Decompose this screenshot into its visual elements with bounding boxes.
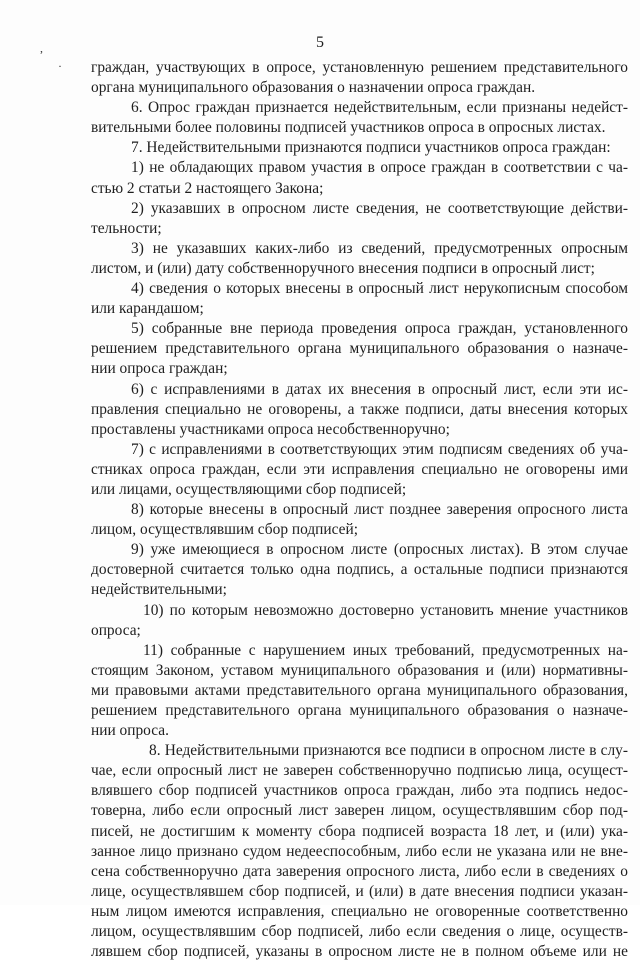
text-line: правления специально не оговорены, а также подписи, даты внесения которых xyxy=(91,400,628,418)
text-line: лицом, осуществлявшим сбор подписей; xyxy=(91,521,359,539)
text-line: сена собственноручно дата заверения опросного листа, либо если в сведениях о xyxy=(91,862,628,880)
text-line: органа муниципального образования о назначении опроса граждан. xyxy=(91,79,536,97)
text-line: или лицами, осуществляющими сбор подписей; xyxy=(91,480,407,498)
text-line: 2) указавших в опросном листе сведения, не соответствующие действи- xyxy=(131,199,628,217)
text-line: тельности; xyxy=(91,219,162,237)
text-line: стью 2 статьи 2 настоящего Закона; xyxy=(91,179,324,197)
text-line: решением представительного органа муниципального образования о назначе- xyxy=(91,702,628,719)
text-line: лявшем сбор подписей, указаны в опросном листе не в полном объеме или не xyxy=(91,943,628,961)
text-line: чае, если опросный лист не заверен собственноручно подписью лица, осущест- xyxy=(91,762,628,780)
text-line: товерна, либо если опросный лист заверен лицом, осуществлявшим сбор под- xyxy=(91,802,628,820)
text-line: 6. Опрос граждан признается недействительным, если признаны недейст- xyxy=(131,99,628,117)
scan-speck: · xyxy=(58,59,62,73)
text-line: недействительными; xyxy=(91,581,227,599)
text-line: 5) собранные вне периода проведения опроса граждан, установленного xyxy=(131,320,628,338)
text-line: нии опроса. xyxy=(91,722,169,740)
text-line: 9) уже имеющиеся в опросном листе (опросных листах). В этом случае xyxy=(131,541,628,559)
text-line: 10) по которым невозможно достоверно установить мнение участников xyxy=(143,601,628,619)
text-line: 6) с исправлениями в датах их внесения в опросный лист, если эти ис- xyxy=(131,380,628,398)
text-line: 8. Недействительными признаются все подписи в опросном листе в слу- xyxy=(149,742,628,760)
text-line: проставлены участниками опроса несобственноручно; xyxy=(91,420,450,438)
text-line: 7) с исправлениями в соответствующих этим подписям сведениях об уча- xyxy=(131,440,628,458)
text-line: писей, не достигшим к моменту сбора подписей возраста 18 лет, и (или) ука- xyxy=(91,822,628,840)
text-line: 8) которые внесены в опросный лист позднее заверения опросного листа xyxy=(131,501,628,519)
text-line: 7. Недействительными признаются подписи участников опроса граждан: xyxy=(131,139,611,157)
text-line: листом, и (или) дату собственноручного внесения подписи в опросный лист; xyxy=(91,259,595,277)
text-line: стниках опроса граждан, если эти исправления специально не оговорены ими xyxy=(91,460,628,478)
page-number: 5 xyxy=(316,34,324,51)
text-line: влявшего сбор подписей участников опроса граждан, либо эта подпись недос- xyxy=(91,782,628,800)
text-line: лице, осуществлявшем сбор подписей, и (или) в дате внесения подписи указан- xyxy=(91,882,628,900)
text-line: ным лицом имеются исправления, специально не оговоренные соответственно xyxy=(91,902,628,920)
scan-speck: , xyxy=(40,41,43,55)
text-line: лицом, осуществлявшим сбор подписей, либо если сведения о лице, осуществ- xyxy=(91,923,628,941)
document-body xyxy=(91,58,628,962)
text-line: ми правовыми актами представительного органа муниципального образования, xyxy=(91,681,628,699)
text-line: стоящим Законом, уставом муниципального образования и (или) нормативны- xyxy=(91,661,628,679)
text-line: нии опроса граждан; xyxy=(91,360,228,378)
text-line: вительными более половины подписей участников опроса в опросных листах. xyxy=(91,119,606,137)
text-line: 11) собранные с нарушением иных требований, предусмотренных на- xyxy=(143,641,628,659)
text-line: занное лицо признано судом недееспособным, либо если не указана или не вне- xyxy=(91,842,628,860)
text-line: опроса; xyxy=(91,621,141,639)
text-line: достоверной считается только одна подпись, а остальные подписи признаются xyxy=(91,561,628,579)
text-line: граждан, участвующих в опросе, установленную решением представительного xyxy=(91,59,628,76)
text-line: 1) не обладающих правом участия в опросе граждан в соответствии с ча- xyxy=(131,159,628,177)
text-line: или карандашом; xyxy=(91,300,204,318)
text-line: 3) не указавших каких-либо из сведений, предусмотренных опросным xyxy=(131,239,628,257)
text-line: решением представительного органа муниципального образования о назначе- xyxy=(91,340,628,358)
text-line: 4) сведения о которых внесены в опросный лист нерукописным способом xyxy=(131,280,628,298)
